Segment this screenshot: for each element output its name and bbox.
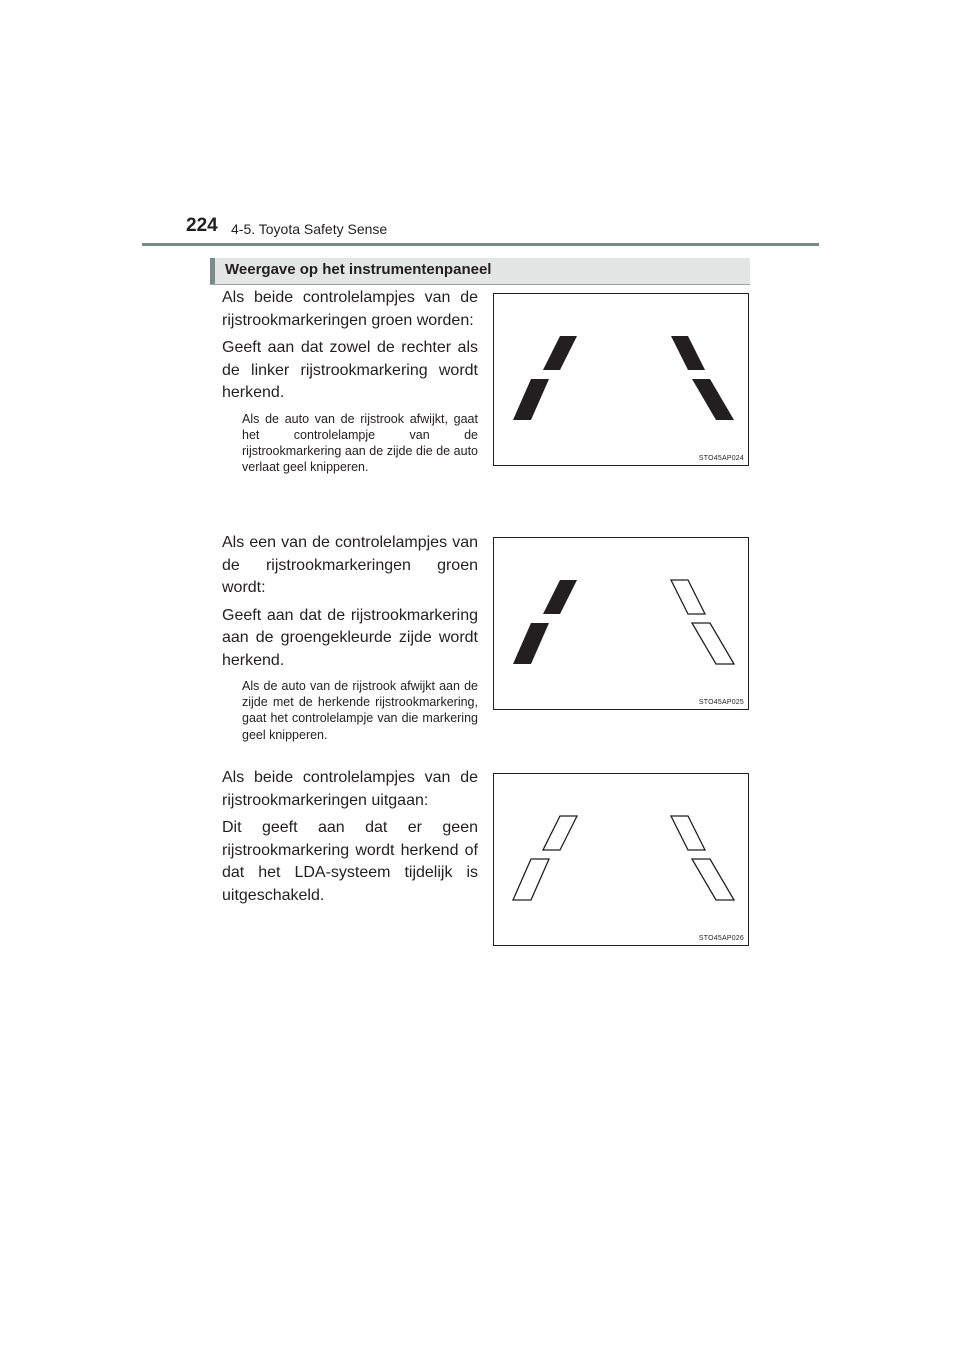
header-divider	[142, 243, 819, 246]
section-title: 4-5. Toyota Safety Sense	[231, 221, 388, 237]
entry-both-green	[222, 287, 478, 475]
figure-code: STO45AP026	[698, 935, 744, 942]
entry-heading: Als beide controlelampjes van de rijstrookmarkeringen groen worden:	[222, 289, 478, 329]
lane-markers-illustration	[494, 538, 750, 711]
entry-description: Dit geeft aan dat er geen rijstrookmarkering wordt herkend of dat het LDA-systeem tijdelijk is uitgeschakeld.	[222, 819, 478, 904]
right-lane-marker-lower	[692, 379, 734, 420]
figure-code: STO45AP024	[698, 455, 744, 462]
left-lane-marker-upper	[543, 336, 577, 370]
section-heading-bar	[210, 258, 750, 285]
right-lane-marker-upper	[671, 580, 705, 614]
left-lane-marker-upper	[543, 816, 577, 850]
left-lane-marker-upper	[543, 580, 577, 614]
page-number: 224	[186, 215, 218, 236]
lane-markers-illustration	[494, 294, 750, 467]
entry-note: Als de auto van de rijstrook afwijkt, gaat het controlelampje van de rijstrookmarkering aan de zijde die de auto verlaat geel knipperen.	[242, 411, 478, 475]
entry-heading: Als beide controlelampjes van de rijstrookmarkeringen uitgaan:	[222, 769, 478, 809]
figure-lane-markers-both-on	[493, 293, 749, 466]
right-lane-marker-upper	[671, 816, 705, 850]
entry-heading: Als een van de controlelampjes van de rijstrookmarkeringen groen wordt:	[222, 534, 478, 596]
lane-markers-illustration	[494, 774, 750, 947]
entry-description: Geeft aan dat de rijstrookmarkering aan de groengekleurde zijde wordt herkend.	[222, 606, 478, 669]
entry-one-green	[222, 532, 478, 743]
figure-lane-markers-both-off	[493, 773, 749, 946]
figure-code: STO45AP025	[698, 699, 744, 706]
entry-description: Geeft aan dat zowel de rechter als de linker rijstrookmarkering wordt herkend.	[222, 339, 478, 401]
section-heading-accent	[210, 258, 215, 284]
entry-note: Als de auto van de rijstrook afwijkt aan de zijde met de herkende rijstrookmarkering, gaat het controlelampje van die markering geel knipperen.	[242, 679, 478, 742]
left-lane-marker-lower	[513, 623, 549, 664]
figure-lane-markers-left-on	[493, 537, 749, 710]
entry-both-off	[222, 767, 478, 913]
right-lane-marker-upper	[671, 336, 705, 370]
left-lane-marker-lower	[513, 859, 549, 900]
section-heading: Weergave op het instrumentenpaneel	[225, 261, 492, 278]
right-lane-marker-lower	[692, 623, 734, 664]
left-lane-marker-lower	[513, 379, 549, 420]
right-lane-marker-lower	[692, 859, 734, 900]
